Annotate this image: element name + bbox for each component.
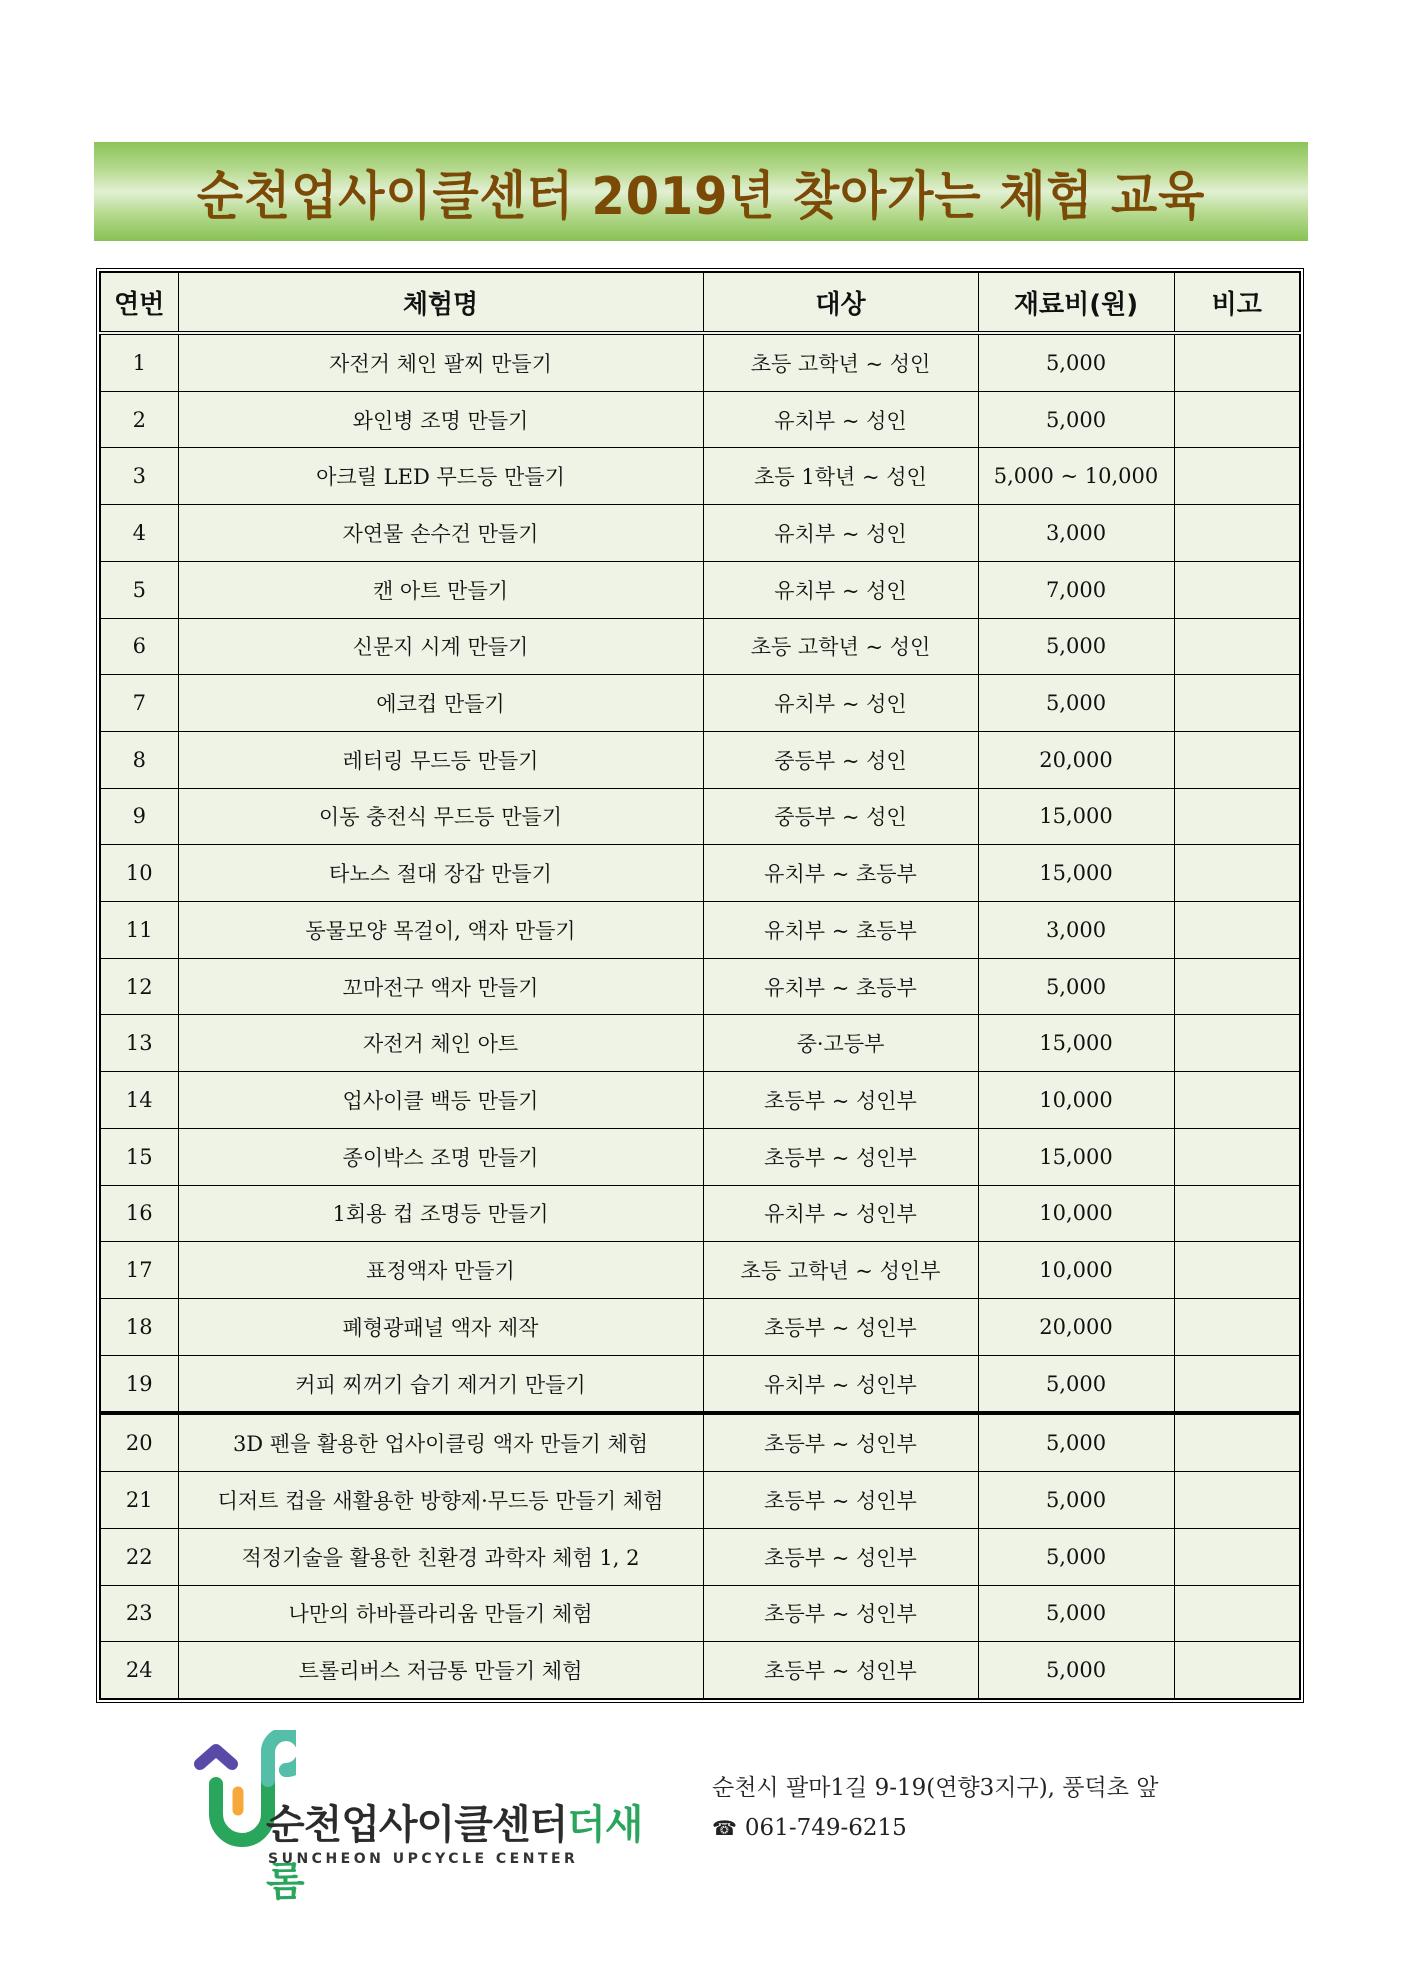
cell-program-name: 에코컵 만들기 [178,675,703,732]
table-row [100,333,1300,391]
cell-program-name: 캔 아트 만들기 [178,561,703,618]
cell-fee: 5,000 [978,958,1174,1015]
table-row [100,1472,1300,1529]
cell-number: 24 [100,1642,178,1699]
cell-note [1174,1128,1300,1185]
cell-fee: 7,000 [978,561,1174,618]
cell-program-name: 적정기술을 활용한 친환경 과학자 체험 1, 2 [178,1528,703,1585]
table-row [100,505,1300,562]
phone-number: 061-749-6215 [744,1815,907,1841]
cell-note [1174,788,1300,845]
cell-program-name: 종이박스 조명 만들기 [178,1128,703,1185]
cell-number: 18 [100,1298,178,1355]
table-row [100,958,1300,1015]
cell-note [1174,505,1300,562]
cell-fee: 3,000 [978,505,1174,562]
cell-fee: 5,000 [978,1413,1174,1471]
cell-target: 중등부 ~ 성인 [703,788,978,845]
cell-fee: 5,000 ~ 10,000 [978,448,1174,505]
cell-target: 유치부 ~ 성인 [703,561,978,618]
cell-fee: 5,000 [978,618,1174,675]
table-row [100,1355,1300,1413]
cell-target: 초등부 ~ 성인부 [703,1472,978,1529]
cell-note [1174,1298,1300,1355]
cell-program-name: 타노스 절대 장갑 만들기 [178,845,703,902]
table-row [100,448,1300,505]
table-row [100,1528,1300,1585]
cell-program-name: 이동 충전식 무드등 만들기 [178,788,703,845]
cell-fee: 20,000 [978,1298,1174,1355]
cell-note [1174,1642,1300,1699]
cell-fee: 15,000 [978,788,1174,845]
cell-target: 초등 1학년 ~ 성인 [703,448,978,505]
cell-fee: 5,000 [978,1528,1174,1585]
cell-target: 유치부 ~ 성인 [703,505,978,562]
cell-note [1174,333,1300,391]
cell-target: 초등 고학년 ~ 성인 [703,618,978,675]
cell-target: 유치부 ~ 초등부 [703,845,978,902]
cell-fee: 5,000 [978,1355,1174,1413]
cell-program-name: 아크릴 LED 무드등 만들기 [178,448,703,505]
phone-line [712,1808,1159,1848]
cell-program-name: 폐형광패널 액자 제작 [178,1298,703,1355]
cell-note [1174,1472,1300,1529]
cell-program-name: 자전거 체인 팔찌 만들기 [178,333,703,391]
cell-program-name: 3D 펜을 활용한 업사이클링 액자 만들기 체험 [178,1413,703,1471]
cell-target: 유치부 ~ 성인 [703,675,978,732]
table-row [100,618,1300,675]
page-title: 순천업사이클센터 2019년 찾아가는 체험 교육 [196,167,1206,227]
table-row [100,788,1300,845]
cell-number: 20 [100,1413,178,1471]
cell-program-name: 동물모양 목걸이, 액자 만들기 [178,902,703,959]
cell-number: 11 [100,902,178,959]
table-row [100,1242,1300,1299]
cell-program-name: 자전거 체인 아트 [178,1015,703,1072]
cell-note [1174,391,1300,448]
table-row [100,561,1300,618]
cell-note [1174,845,1300,902]
cell-number: 6 [100,618,178,675]
table-row [100,902,1300,959]
cell-note [1174,1072,1300,1129]
cell-note [1174,902,1300,959]
cell-number: 4 [100,505,178,562]
cell-fee: 15,000 [978,845,1174,902]
footer [0,1720,1403,1920]
table-row [100,1128,1300,1185]
cell-note [1174,1585,1300,1642]
header-program-name: 체험명 [178,272,703,333]
table-row [100,1072,1300,1129]
cell-program-name: 1회용 컵 조명등 만들기 [178,1185,703,1242]
contact-info [712,1768,1159,1848]
cell-program-name: 와인병 조명 만들기 [178,391,703,448]
cell-fee: 20,000 [978,731,1174,788]
cell-fee: 3,000 [978,902,1174,959]
logo-korean-name: 순천업사이클센터더새롬 [266,1802,643,1905]
cell-target: 유치부 ~ 성인부 [703,1185,978,1242]
header-note: 비고 [1174,272,1300,333]
cell-note [1174,561,1300,618]
cell-target: 초등부 ~ 성인부 [703,1585,978,1642]
cell-fee: 5,000 [978,1585,1174,1642]
phone-icon: ☎ [712,1816,737,1840]
cell-note [1174,618,1300,675]
table-row [100,675,1300,732]
cell-fee: 15,000 [978,1015,1174,1072]
cell-fee: 10,000 [978,1185,1174,1242]
table-row [100,1642,1300,1699]
cell-target: 초등부 ~ 성인부 [703,1413,978,1471]
cell-program-name: 나만의 하바플라리움 만들기 체험 [178,1585,703,1642]
cell-number: 9 [100,788,178,845]
cell-number: 5 [100,561,178,618]
cell-note [1174,675,1300,732]
cell-target: 유치부 ~ 초등부 [703,902,978,959]
cell-target: 초등부 ~ 성인부 [703,1072,978,1129]
cell-program-name: 트롤리버스 저금통 만들기 체험 [178,1642,703,1699]
cell-target: 초등 고학년 ~ 성인 [703,333,978,391]
table-row [100,1298,1300,1355]
cell-number: 14 [100,1072,178,1129]
program-table-frame [96,268,1304,1703]
header-fee: 재료비(원) [978,272,1174,333]
cell-number: 21 [100,1472,178,1529]
cell-target: 초등부 ~ 성인부 [703,1642,978,1699]
cell-number: 13 [100,1015,178,1072]
cell-note [1174,1413,1300,1471]
cell-fee: 5,000 [978,1472,1174,1529]
cell-number: 15 [100,1128,178,1185]
header-target: 대상 [703,272,978,333]
table-row [100,391,1300,448]
cell-number: 10 [100,845,178,902]
cell-program-name: 자연물 손수건 만들기 [178,505,703,562]
table-row [100,1015,1300,1072]
cell-fee: 10,000 [978,1072,1174,1129]
cell-target: 유치부 ~ 성인 [703,391,978,448]
cell-fee: 5,000 [978,333,1174,391]
cell-number: 7 [100,675,178,732]
header-number: 연번 [100,272,178,333]
cell-fee: 10,000 [978,1242,1174,1299]
cell-number: 3 [100,448,178,505]
cell-program-name: 레터링 무드등 만들기 [178,731,703,788]
cell-number: 17 [100,1242,178,1299]
cell-program-name: 커피 찌꺼기 습기 제거기 만들기 [178,1355,703,1413]
cell-target: 중등부 ~ 성인 [703,731,978,788]
cell-target: 유치부 ~ 성인부 [703,1355,978,1413]
table-row [100,731,1300,788]
cell-program-name: 꼬마전구 액자 만들기 [178,958,703,1015]
cell-note [1174,1185,1300,1242]
cell-number: 16 [100,1185,178,1242]
cell-target: 초등부 ~ 성인부 [703,1528,978,1585]
cell-target: 유치부 ~ 초등부 [703,958,978,1015]
cell-program-name: 업사이클 백등 만들기 [178,1072,703,1129]
center-logo [186,1730,666,1905]
cell-fee: 15,000 [978,1128,1174,1185]
table-row [100,1185,1300,1242]
cell-note [1174,1355,1300,1413]
cell-number: 8 [100,731,178,788]
table-row [100,845,1300,902]
cell-number: 1 [100,333,178,391]
title-banner [94,142,1308,241]
table-row [100,1585,1300,1642]
cell-note [1174,958,1300,1015]
cell-program-name: 디저트 컵을 새활용한 방향제·무드등 만들기 체험 [178,1472,703,1529]
cell-target: 중·고등부 [703,1015,978,1072]
cell-note [1174,731,1300,788]
cell-target: 초등부 ~ 성인부 [703,1298,978,1355]
logo-english-name: SUNCHEON UPCYCLE CENTER [268,1851,579,1867]
cell-number: 22 [100,1528,178,1585]
cell-target: 초등 고학년 ~ 성인부 [703,1242,978,1299]
cell-number: 12 [100,958,178,1015]
cell-fee: 5,000 [978,391,1174,448]
table-body [100,333,1300,1699]
cell-target: 초등부 ~ 성인부 [703,1128,978,1185]
cell-note [1174,1242,1300,1299]
cell-number: 23 [100,1585,178,1642]
cell-note [1174,1015,1300,1072]
table-row [100,1413,1300,1471]
program-table [99,271,1301,1700]
cell-number: 2 [100,391,178,448]
cell-number: 19 [100,1355,178,1413]
cell-program-name: 신문지 시계 만들기 [178,618,703,675]
cell-program-name: 표정액자 만들기 [178,1242,703,1299]
cell-fee: 5,000 [978,675,1174,732]
logo-accent-name: 더새롬 [266,1802,643,1905]
cell-fee: 5,000 [978,1642,1174,1699]
cell-note [1174,1528,1300,1585]
table-header-row [100,272,1300,333]
cell-note [1174,448,1300,505]
address: 순천시 팔마1길 9-19(연향3지구), 풍덕초 앞 [712,1775,1159,1801]
